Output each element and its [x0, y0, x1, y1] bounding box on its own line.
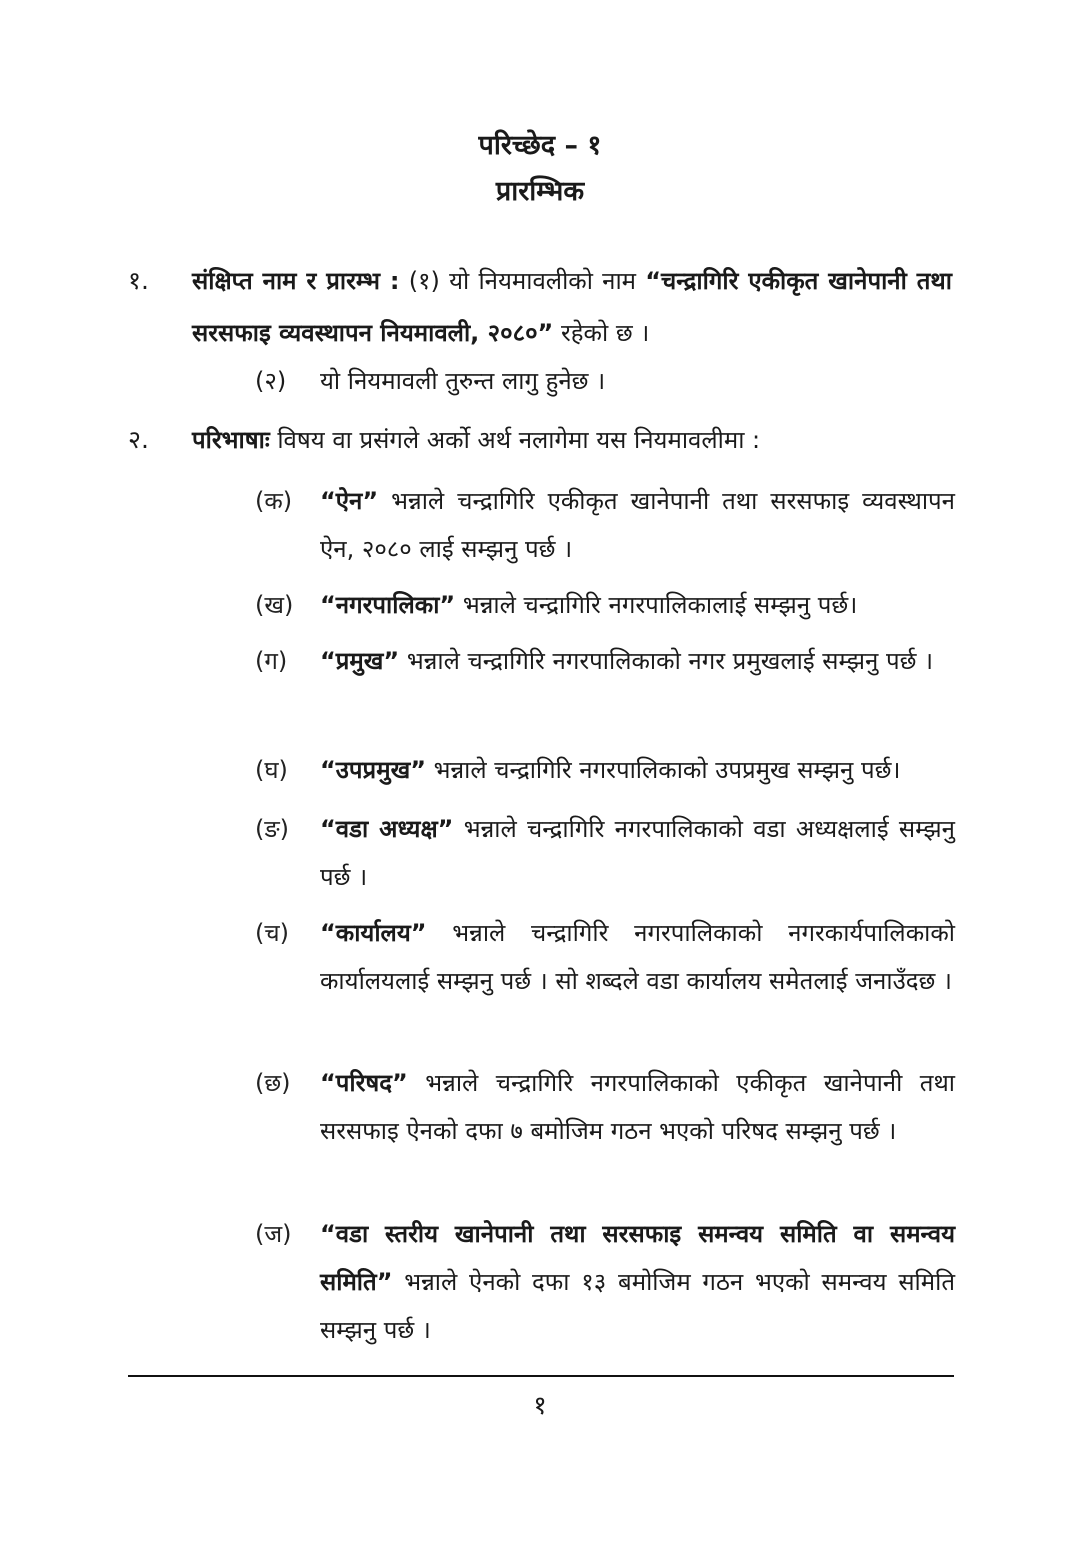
section-2-number: २. [128, 425, 149, 454]
item-marker: (क) [255, 487, 293, 515]
section-2-intro: विषय वा प्रसंगले अर्को अर्थ नलागेमा यस नियमावलीमा : [277, 426, 761, 454]
defined-term: “परिषद” [320, 1069, 408, 1097]
subsection-text: यो नियमावली तुरुन्त लागु हुनेछ । [320, 367, 606, 395]
section-1-number: १. [128, 266, 149, 295]
definition-text: भन्नाले चन्द्रागिरि नगरपालिकाको उपप्रमुख सम्झनु पर्छ। [433, 756, 901, 784]
item-marker: (छ) [255, 1069, 291, 1097]
subsection-marker: (२) [255, 367, 287, 395]
defined-term: “प्रमुख” [320, 647, 400, 675]
definition-text: भन्नाले चन्द्रागिरि एकीकृत खानेपानी तथा सरसफाइ व्यवस्थापन ऐन, २०८० लाई सम्झनु पर्छ । [320, 487, 955, 563]
item-marker: (च) [255, 919, 289, 947]
item-marker: (ङ) [255, 815, 290, 843]
definition-item [255, 746, 955, 794]
definition-text: भन्नाले चन्द्रागिरि नगरपालिकाको वडा अध्यक्षलाई सम्झनु पर्छ । [320, 815, 955, 891]
chapter-subtitle: प्रारम्भिक [495, 176, 585, 207]
definition-text: भन्नाले ऐनको दफा १३ बमोजिम गठन भएको समन्वय समिति सम्झनु पर्छ । [320, 1268, 956, 1344]
section-1-text-b: रहेको छ । [560, 319, 650, 347]
page-number: १ [533, 1391, 547, 1421]
section-2-body [192, 414, 952, 466]
section-1-subsection-2 [255, 355, 955, 407]
defined-term: “नगरपालिका” [320, 591, 456, 619]
section-1-body [192, 255, 952, 359]
definition-item [255, 581, 955, 629]
definition-text: भन्नाले चन्द्रागिरि नगरपालिकाको नगरकार्यपालिकाको कार्यालयलाई सम्झनु पर्छ । सो शब्दले वडा कार्यालय समेतलाई जनाउँदछ । [320, 919, 955, 995]
defined-term: “ऐन” [320, 487, 379, 515]
defined-term: “कार्यालय” [320, 919, 427, 947]
defined-term: “वडा अध्यक्ष” [320, 815, 454, 843]
definition-item [255, 805, 955, 901]
definition-text: भन्नाले चन्द्रागिरि नगरपालिकालाई सम्झनु पर्छ। [462, 591, 858, 619]
definition-text: भन्नाले चन्द्रागिरि नगरपालिकाको नगर प्रमुखलाई सम्झनु पर्छ । [406, 647, 934, 675]
item-marker: (ज) [255, 1220, 292, 1248]
item-marker: (घ) [255, 756, 288, 784]
item-marker: (ख) [255, 591, 294, 619]
definition-item [255, 1059, 955, 1155]
section-1-text-a: यो नियमावलीको नाम [449, 267, 637, 295]
defined-term: “वडा स्तरीय खानेपानी तथा सरसफाइ समन्वय समिति वा समन्वय समिति” [320, 1220, 955, 1296]
chapter-title: परिच्छेद – १ [478, 130, 602, 161]
footer-rule [128, 1375, 954, 1377]
defined-term: “उपप्रमुख” [320, 756, 426, 784]
definition-item [255, 477, 955, 573]
section-1-heading: संक्षिप्त नाम र प्रारम्भ : [192, 267, 400, 295]
definition-text: भन्नाले चन्द्रागिरि नगरपालिकाको एकीकृत खानेपानी तथा सरसफाइ ऐनको दफा ७ बमोजिम गठन भएको परिषद सम्झनु पर्छ । [320, 1069, 955, 1145]
section-1-subnumber: (१) [408, 267, 440, 295]
rules-name: “चन्द्रागिरि एकीकृत खानेपानी तथा सरसफाइ व्यवस्थापन नियमावली, २०८०” [192, 267, 952, 347]
definition-item [255, 1210, 955, 1354]
item-marker: (ग) [255, 647, 288, 675]
definition-item [255, 637, 955, 685]
definition-item [255, 909, 955, 1005]
section-2-heading: परिभाषाः [192, 426, 270, 454]
